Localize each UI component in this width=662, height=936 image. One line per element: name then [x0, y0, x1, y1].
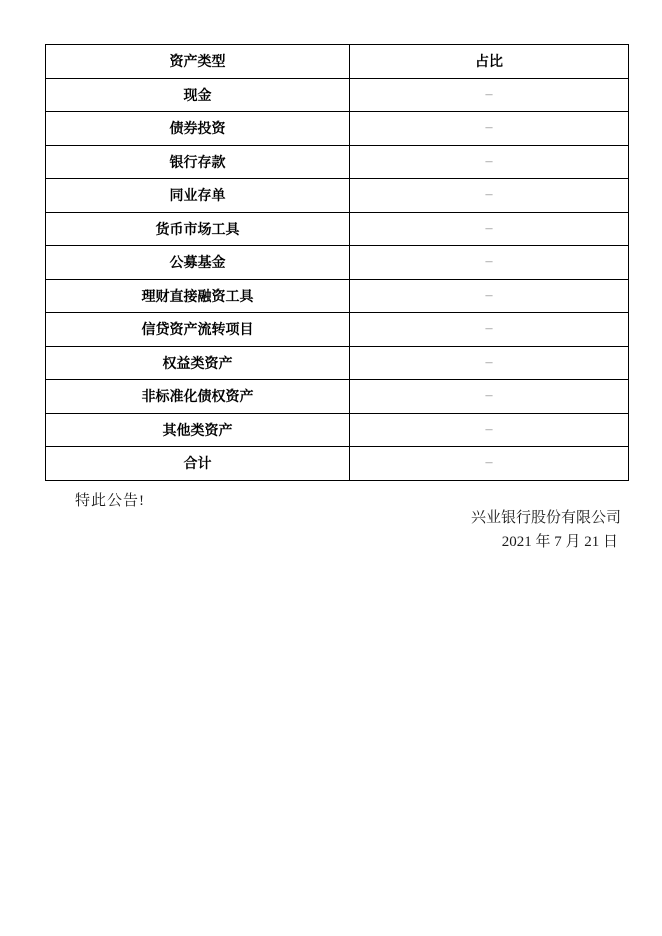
- ratio-cell: –: [350, 145, 629, 179]
- asset-type-cell: 合计: [46, 447, 350, 481]
- announcement-notice: 特此公告!: [75, 493, 145, 509]
- ratio-cell: –: [350, 179, 629, 213]
- ratio-cell: –: [350, 447, 629, 481]
- table-header-row: [46, 45, 629, 79]
- table-row: [46, 313, 629, 347]
- header-ratio: 占比: [350, 45, 629, 79]
- ratio-cell: –: [350, 78, 629, 112]
- signature-block: [471, 506, 621, 554]
- table-row: [46, 112, 629, 146]
- asset-type-cell: 货币市场工具: [46, 212, 350, 246]
- announcement-date: 2021 年 7 月 21 日: [501, 534, 618, 550]
- asset-type-cell: 银行存款: [46, 145, 350, 179]
- table-row: [46, 179, 629, 213]
- ratio-cell: –: [350, 112, 629, 146]
- asset-type-cell: 非标准化债权资产: [46, 380, 350, 414]
- table-row: [46, 78, 629, 112]
- asset-type-cell: 现金: [46, 78, 350, 112]
- asset-type-cell: 同业存单: [46, 179, 350, 213]
- table-row: [46, 246, 629, 280]
- table-row: [46, 212, 629, 246]
- ratio-cell: –: [350, 346, 629, 380]
- ratio-cell: –: [350, 246, 629, 280]
- table-row: [46, 447, 629, 481]
- asset-type-cell: 其他类资产: [46, 413, 350, 447]
- table-row: [46, 346, 629, 380]
- table-row: [46, 279, 629, 313]
- table-row: [46, 380, 629, 414]
- asset-type-cell: 信贷资产流转项目: [46, 313, 350, 347]
- company-name: 兴业银行股份有限公司: [470, 510, 621, 526]
- asset-type-cell: 债券投资: [46, 112, 350, 146]
- ratio-cell: –: [350, 380, 629, 414]
- header-asset-type: 资产类型: [46, 45, 350, 79]
- table-row: [46, 145, 629, 179]
- asset-allocation-table: [45, 44, 629, 481]
- ratio-cell: –: [350, 212, 629, 246]
- asset-type-cell: 理财直接融资工具: [46, 279, 350, 313]
- table-row: [46, 413, 629, 447]
- ratio-cell: –: [350, 413, 629, 447]
- ratio-cell: –: [350, 313, 629, 347]
- ratio-cell: –: [350, 279, 629, 313]
- asset-type-cell: 权益类资产: [46, 346, 350, 380]
- asset-type-cell: 公募基金: [46, 246, 350, 280]
